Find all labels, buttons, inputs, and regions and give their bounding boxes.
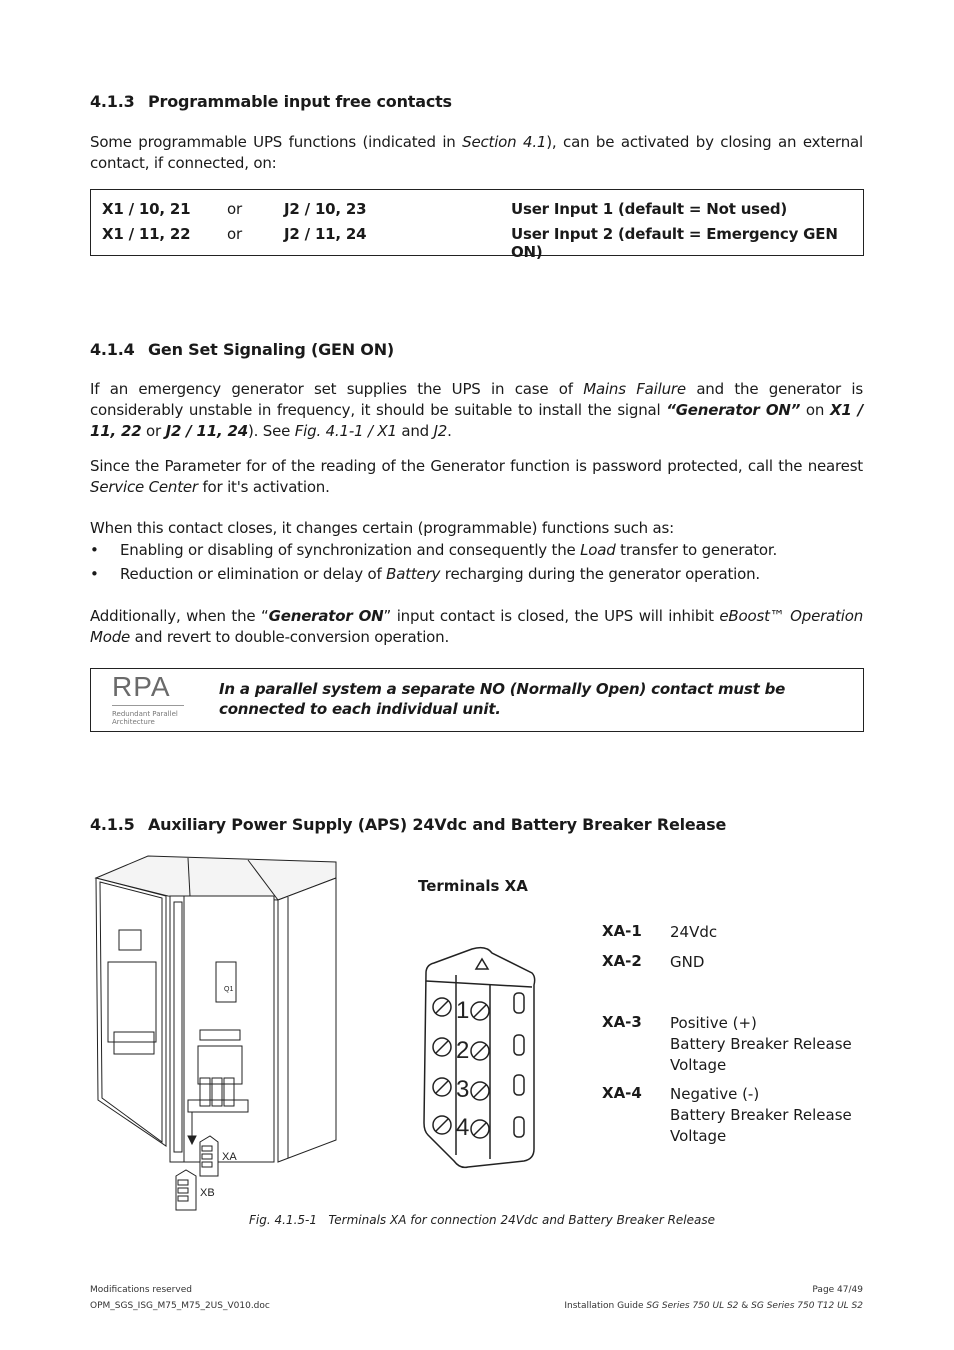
terminals-title: Terminals XA <box>418 877 528 895</box>
terminal-desc-line: Positive (+) <box>670 1014 757 1032</box>
section-4-1-3-heading <box>90 92 452 111</box>
figure-caption: Fig. 4.1.5-1 Terminals XA for connection 24Vdc and Battery Breaker Release <box>249 1213 715 1227</box>
bullet-text: transfer to generator. <box>615 541 778 559</box>
p1-mains-failure: Mains Failure <box>583 380 686 398</box>
terminal-xa2-desc <box>670 952 704 973</box>
p1-j2-ref: J2 / 11, 24 <box>165 422 248 440</box>
bullet-item <box>90 565 760 583</box>
terminal-number-4: 4 <box>456 1114 470 1141</box>
terminal-desc-line: Battery Breaker Release <box>670 1035 852 1053</box>
footer-guide-text: Installation Guide <box>564 1301 647 1311</box>
section-number: 4.1.5 <box>90 815 135 834</box>
terminal-xa4-desc <box>670 1084 852 1147</box>
gen-set-paragraph-4 <box>90 606 863 648</box>
rpa-logo-subtitle <box>112 710 178 726</box>
terminal-desc-line: Battery Breaker Release <box>670 1106 852 1124</box>
p4-text: and revert to double-conversion operation. <box>130 628 450 646</box>
terminal-number-2: 2 <box>456 1037 470 1064</box>
bullet-dot: • <box>90 565 99 583</box>
p1-generator-on: “Generator ON” <box>666 401 801 419</box>
intro-section-ref: Section 4.1 <box>462 133 547 151</box>
gen-set-paragraph-1 <box>90 379 863 442</box>
row2-x1: X1 / 11, 22 <box>102 225 191 243</box>
row2-desc: User Input 2 (default = Emergency GEN ON) <box>511 225 838 261</box>
p1-text: . <box>447 422 452 440</box>
p1-text: and the generator is considerably unstable in frequency, it should be suitable to install the signal <box>90 380 863 419</box>
p2-text: Since the Parameter for of the reading of the Generator function is password protected, call the nearest <box>90 457 863 475</box>
terminal-xa4-id: XA-4 <box>602 1084 642 1102</box>
section-4-1-3-intro <box>90 132 863 174</box>
p1-fig-ref: Fig. 4.1-1 / X1 <box>294 422 397 440</box>
p1-text: on <box>800 401 830 419</box>
q1-label: Q1 <box>224 986 234 993</box>
bullet-text: recharging during the generator operation. <box>440 565 760 583</box>
p1-j2: J2 <box>433 422 448 440</box>
gen-set-paragraph-2 <box>90 456 863 498</box>
bullet-italic: Load <box>580 541 616 559</box>
footer-series-1: SG Series 750 UL S2 <box>646 1301 739 1311</box>
terminal-xa1-desc <box>670 922 717 943</box>
row1-x1: X1 / 10, 21 <box>102 200 191 218</box>
p1-text: ). See <box>247 422 295 440</box>
terminal-xa1-id: XA-1 <box>602 922 642 940</box>
section-number: 4.1.4 <box>90 340 135 359</box>
terminal-xa2-id: XA-2 <box>602 952 642 970</box>
p4-text: Additionally, when the “ <box>90 607 269 625</box>
terminal-desc-line: Voltage <box>670 1127 727 1145</box>
rpa-sub-line: Redundant Parallel <box>112 710 178 718</box>
xa-label: XA <box>222 1151 237 1163</box>
bullet-text: Reduction or elimination or delay of <box>120 565 387 583</box>
p2-service-center: Service Center <box>90 478 198 496</box>
rpa-logo: RPA <box>112 671 171 702</box>
footer-modifications: Modifications reserved <box>90 1285 192 1295</box>
p4-text: ” input contact is closed, the UPS will inhibit <box>383 607 720 625</box>
p2-text: for it's activation. <box>197 478 330 496</box>
rpa-note-text: In a parallel system a separate NO (Normally Open) contact must be connected to each individual unit. <box>219 680 786 718</box>
xb-label: XB <box>200 1187 215 1199</box>
bullet-text: Enabling or disabling of synchronization and consequently the <box>120 541 581 559</box>
ups-cabinet-illustration <box>88 850 358 1215</box>
terminal-number-3: 3 <box>456 1076 470 1103</box>
row1-j2: J2 / 10, 23 <box>284 200 367 218</box>
row1-desc: User Input 1 (default = Not used) <box>511 200 788 218</box>
intro-text-end: ), can be activated by closing an external contact, if connected, on: <box>90 133 864 172</box>
terminal-desc-line: 24Vdc <box>670 923 718 941</box>
bullet-item <box>90 541 778 559</box>
p4-generator-on: Generator ON <box>268 607 384 625</box>
row2-j2: J2 / 11, 24 <box>284 225 367 243</box>
p4-eboost: eBoost™ Operation Mode <box>90 607 864 646</box>
bullet-dot: • <box>90 541 99 559</box>
section-title: Auxiliary Power Supply (APS) 24Vdc and Battery Breaker Release <box>148 815 727 834</box>
row1-or: or <box>227 200 242 218</box>
footer-page-number: Page 47/49 <box>812 1285 863 1295</box>
gen-set-paragraph-3: When this contact closes, it changes certain (programmable) functions such as: <box>90 519 675 537</box>
rpa-note-box <box>90 668 864 732</box>
p1-text: or <box>141 422 166 440</box>
p1-x1-ref: X1 / 11, 22 <box>90 401 864 440</box>
rpa-logo-rule <box>112 705 184 706</box>
terminal-desc-line: Negative (-) <box>670 1085 760 1103</box>
p1-text: and <box>396 422 434 440</box>
p1-text: If an emergency generator set supplies the UPS in case of <box>90 380 584 398</box>
section-title: Programmable input free contacts <box>148 92 452 111</box>
terminal-desc-line: GND <box>670 953 705 971</box>
footer-doc-name: OPM_SGS_ISG_M75_M75_2US_V010.doc <box>90 1301 270 1311</box>
row2-or: or <box>227 225 242 243</box>
footer-guide-title <box>564 1301 863 1311</box>
terminal-number-1: 1 <box>456 997 470 1024</box>
section-4-1-5-heading <box>90 815 726 834</box>
footer-guide-text: & <box>738 1301 752 1311</box>
bullet-italic: Battery <box>386 565 441 583</box>
intro-text: Some programmable UPS functions (indicated in <box>90 133 463 151</box>
section-title: Gen Set Signaling (GEN ON) <box>148 340 395 359</box>
section-4-1-4-heading <box>90 340 394 359</box>
terminal-xa3-desc <box>670 1013 852 1076</box>
terminal-xa3-id: XA-3 <box>602 1013 642 1031</box>
terminal-block-xa-illustration <box>420 945 540 1170</box>
terminal-desc-line: Voltage <box>670 1056 727 1074</box>
rpa-sub-line: Architecture <box>112 718 155 726</box>
contacts-table <box>90 189 864 261</box>
footer-series-2: SG Series 750 T12 UL S2 <box>751 1301 863 1311</box>
section-number: 4.1.3 <box>90 92 135 111</box>
